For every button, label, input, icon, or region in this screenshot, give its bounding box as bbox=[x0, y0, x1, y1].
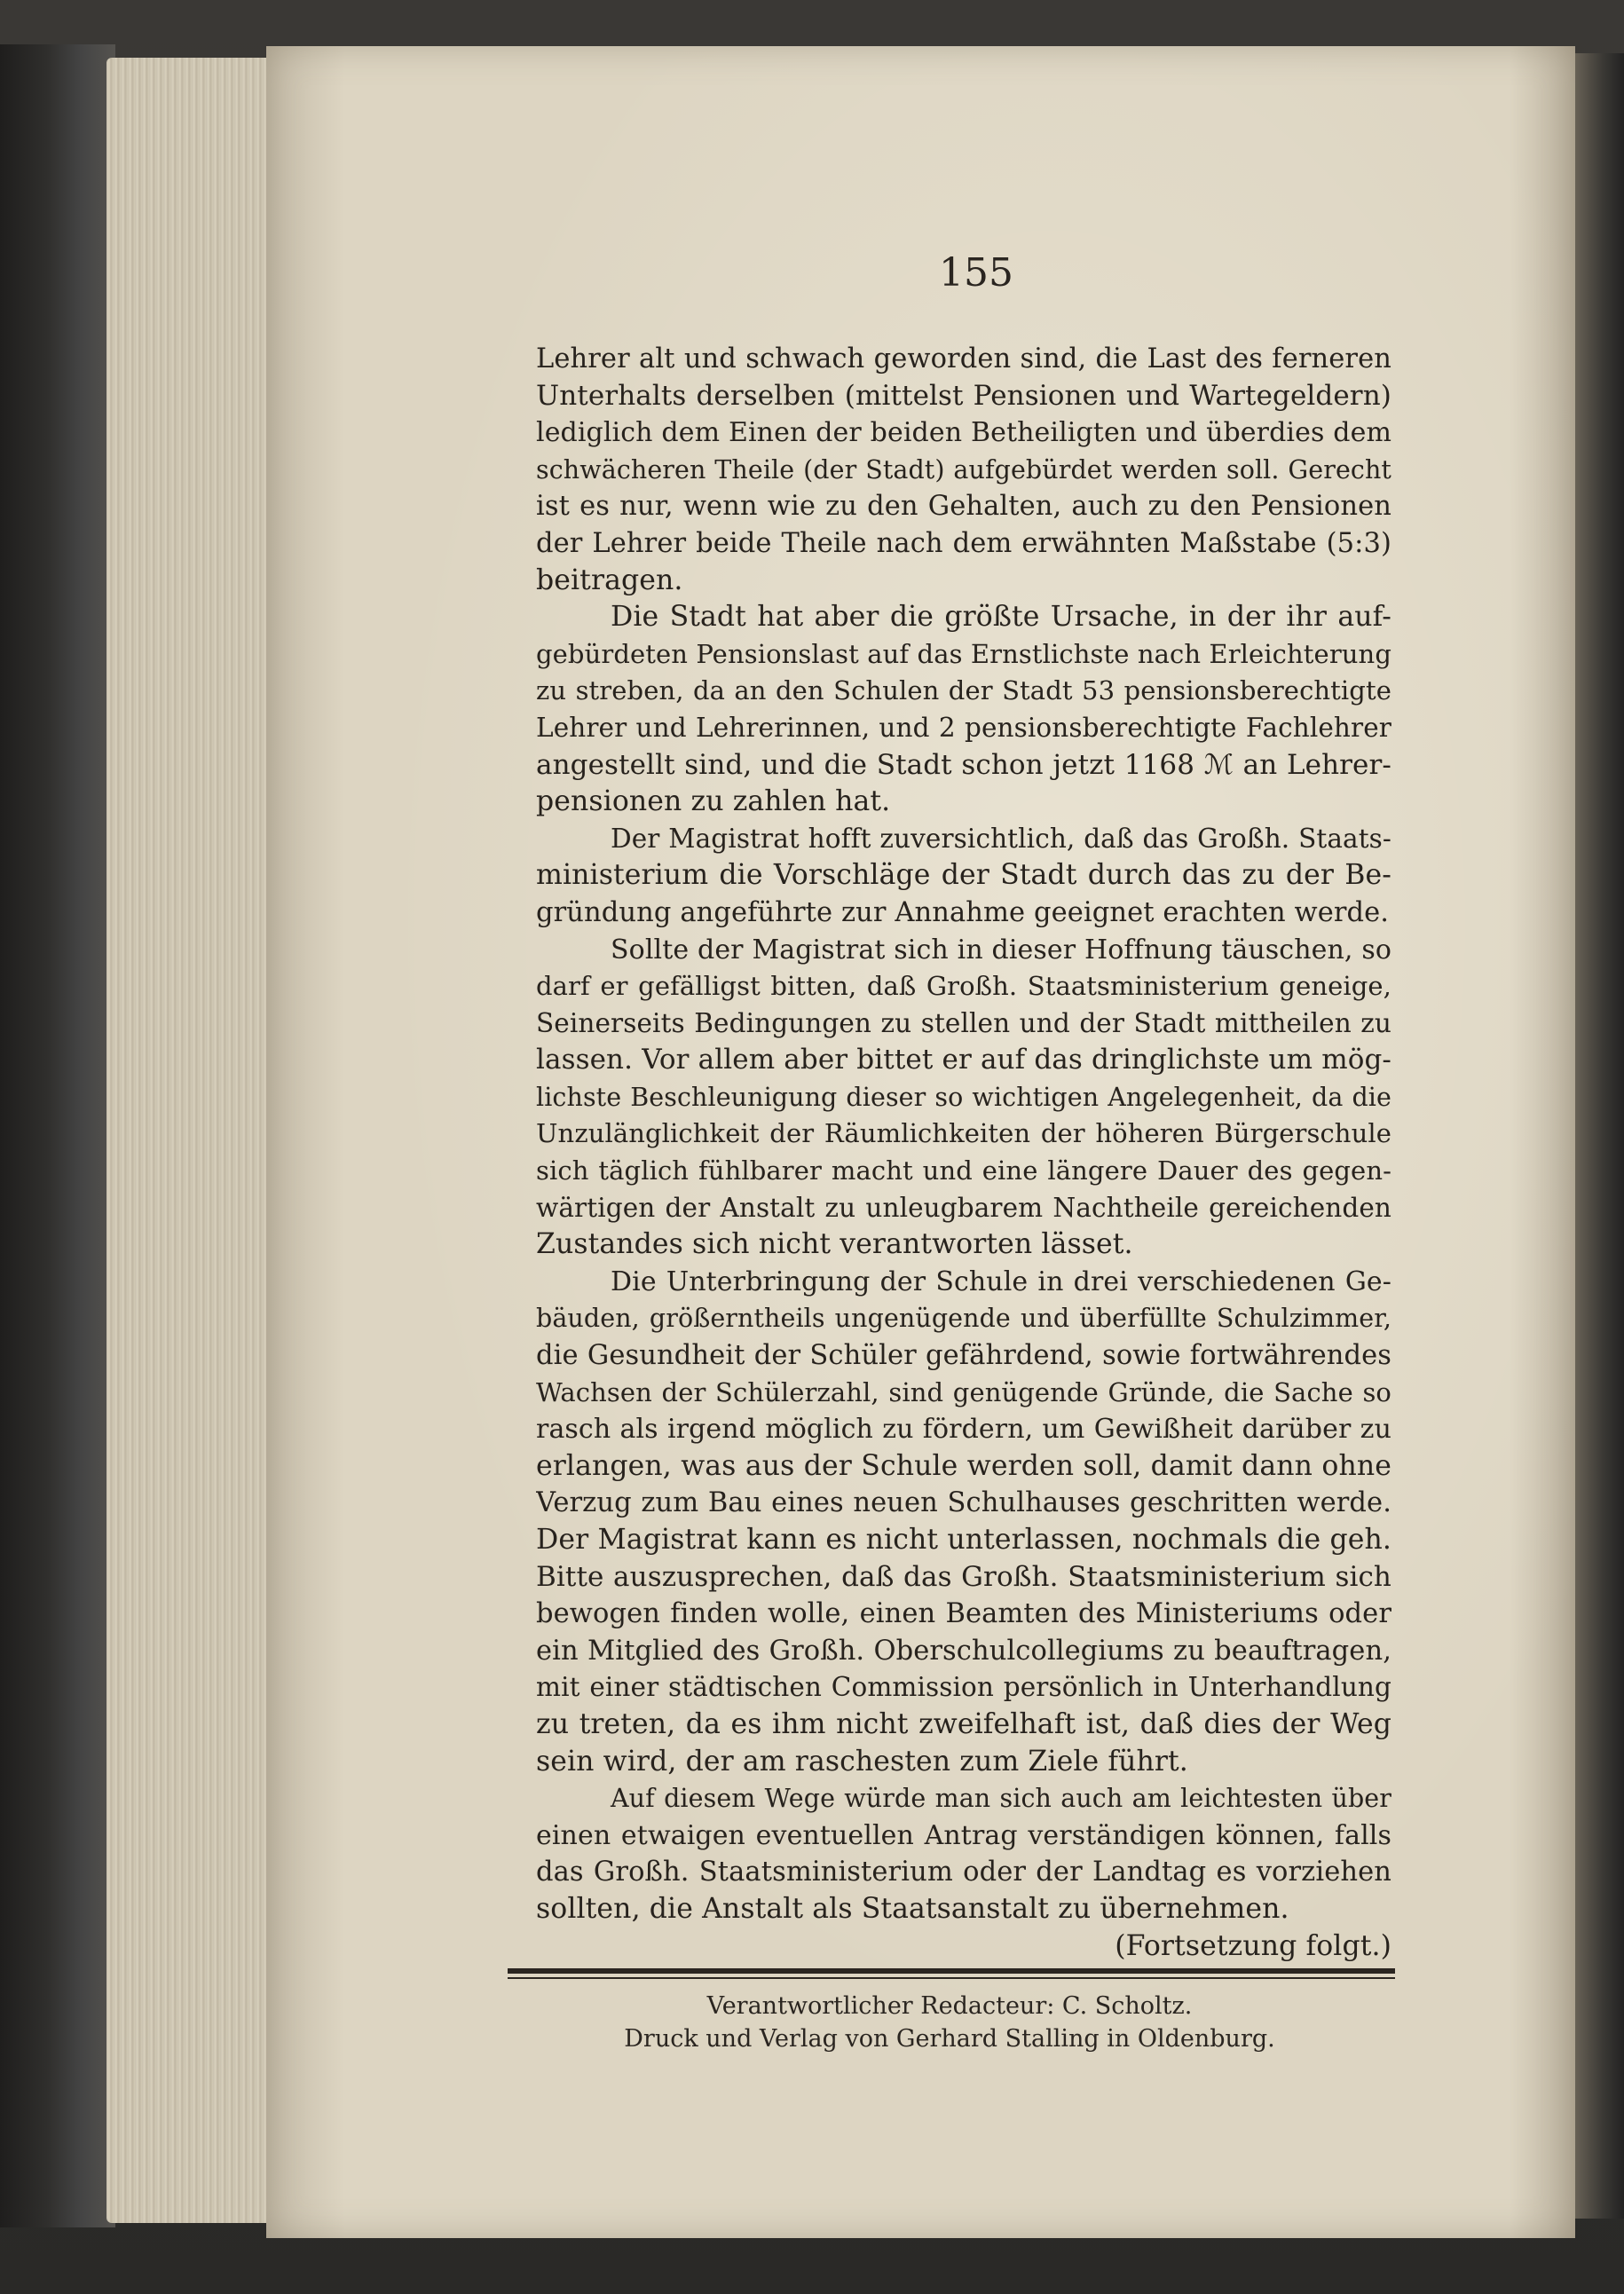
text-line: erlangen, was aus der Schule werden soll, damit dann ohne bbox=[536, 1449, 1391, 1482]
text-line: ministerium die Vorschläge der Stadt durch das zu der Be- bbox=[536, 859, 1391, 892]
text-line: (Fortsetzung folgt.) bbox=[1115, 1929, 1391, 1962]
text-line: lediglich dem Einen der beiden Betheiligten und überdies dem bbox=[536, 417, 1391, 449]
text-line: die Gesundheit der Schüler gefährdend, sowie fortwährendes bbox=[536, 1340, 1391, 1372]
page-stack-edge bbox=[106, 58, 275, 2223]
text-line: Lehrer und Lehrerinnen, und 2 pensionsberechtigte Fachlehrer bbox=[536, 712, 1391, 743]
text-line: rasch als irgend möglich zu fördern, um Gewißheit darüber zu bbox=[536, 1414, 1391, 1446]
text-line: Die Stadt hat aber die größte Ursache, in der ihr auf- bbox=[611, 601, 1391, 634]
text-line: Die Unterbringung der Schule in drei verschiedenen Ge- bbox=[611, 1265, 1391, 1297]
text-line: Verzug zum Bau eines neuen Schulhauses geschritten werde. bbox=[536, 1487, 1391, 1519]
text-line: einen etwaigen eventuellen Antrag verständigen können, falls bbox=[536, 1819, 1391, 1851]
text-line: sein wird, der am raschesten zum Ziele führt. bbox=[536, 1745, 1188, 1778]
text-line: Der Magistrat kann es nicht unterlassen, nochmals die geh. bbox=[536, 1524, 1391, 1556]
body-text bbox=[536, 341, 1391, 1965]
book-cover-right bbox=[1571, 53, 1624, 2219]
text-line: ein Mitglied des Großh. Oberschulcollegiums zu beauftragen, bbox=[536, 1635, 1391, 1667]
text-line: sich täglich fühlbarer macht und eine längere Dauer des gegen- bbox=[536, 1155, 1391, 1186]
text-line: zu streben, da an den Schulen der Stadt 53 pensionsberechtigte bbox=[536, 675, 1391, 706]
text-line: Zustandes sich nicht verantworten lässet. bbox=[536, 1228, 1133, 1261]
text-line: Unzulänglichkeit der Räumlichkeiten der höheren Bürgerschule bbox=[536, 1118, 1391, 1149]
text-line: bäuden, größerntheils ungenügende und überfüllte Schulzimmer, bbox=[536, 1304, 1391, 1334]
text-line: das Großh. Staatsministerium oder der Landtag es vorziehen bbox=[536, 1856, 1391, 1888]
text-line: lichste Beschleunigung dieser so wichtigen Angelegenheit, da die bbox=[536, 1082, 1391, 1112]
text-line: gründung angeführte zur Annahme geeignet erachten werde. bbox=[536, 896, 1390, 928]
text-line: sollten, die Anstalt als Staatsanstalt zu übernehmen. bbox=[536, 1892, 1289, 1925]
text-line: Wachsen der Schülerzahl, sind genügende Gründe, die Sache so bbox=[536, 1376, 1391, 1407]
text-line: zu treten, da es ihm nicht zweifelhaft ist, daß dies der Weg bbox=[536, 1707, 1391, 1740]
text-line: darf er gefälligst bitten, daß Großh. Staatsministerium geneige, bbox=[536, 971, 1391, 1002]
editor-imprint: Verantwortlicher Redacteur: C. Scholtz. bbox=[706, 1992, 1193, 2020]
text-line: Lehrer alt und schwach geworden sind, die Last des ferneren bbox=[536, 343, 1391, 374]
printer-imprint: Druck und Verlag von Gerhard Stalling in Oldenburg. bbox=[624, 2025, 1275, 2053]
text-line: angestellt sind, und die Stadt schon jetzt 1168 ℳ an Lehrer- bbox=[536, 748, 1391, 781]
text-line: Bitte auszusprechen, daß das Großh. Staatsministerium sich bbox=[536, 1560, 1391, 1593]
text-line: beitragen. bbox=[536, 564, 683, 596]
text-line: ist es nur, wenn wie zu den Gehalten, auch zu den Pensionen bbox=[536, 491, 1391, 523]
book-cover-left bbox=[0, 44, 115, 2227]
text-line: wärtigen der Anstalt zu unleugbarem Nachtheile gereichenden bbox=[536, 1192, 1391, 1223]
text-line: bewogen finden wolle, einen Beamten des Ministeriums oder bbox=[536, 1598, 1391, 1630]
text-line: gebürdeten Pensionslast auf das Ernstlichste nach Erleichterung bbox=[536, 638, 1391, 669]
text-line: pensionen zu zahlen hat. bbox=[536, 785, 891, 818]
text-line: Der Magistrat hofft zuversichtlich, daß das Großh. Staats- bbox=[611, 823, 1391, 854]
text-line: Unterhalts derselben (mittelst Pensionen und Wartegeldern) bbox=[536, 379, 1391, 412]
text-line: schwächeren Theile (der Stadt) aufgebürdet werden soll. Gerecht bbox=[536, 454, 1391, 485]
footer-rule-thick bbox=[508, 1968, 1395, 1974]
text-line: der Lehrer beide Theile nach dem erwähnten Maßstabe (5:3) bbox=[536, 527, 1391, 559]
page-number: 155 bbox=[939, 250, 1013, 296]
footer-rule-thin bbox=[508, 1977, 1395, 1979]
text-line: Seinerseits Bedingungen zu stellen und der Stadt mittheilen zu bbox=[536, 1007, 1391, 1038]
text-line: lassen. Vor allem aber bittet er auf das dringlichste um mög- bbox=[536, 1044, 1391, 1076]
text-line: Sollte der Magistrat sich in dieser Hoffnung täuschen, so bbox=[611, 934, 1391, 966]
text-line: mit einer städtischen Commission persönlich in Unterhandlung bbox=[536, 1672, 1391, 1703]
text-line: Auf diesem Wege würde man sich auch am leichtesten über bbox=[611, 1784, 1391, 1814]
